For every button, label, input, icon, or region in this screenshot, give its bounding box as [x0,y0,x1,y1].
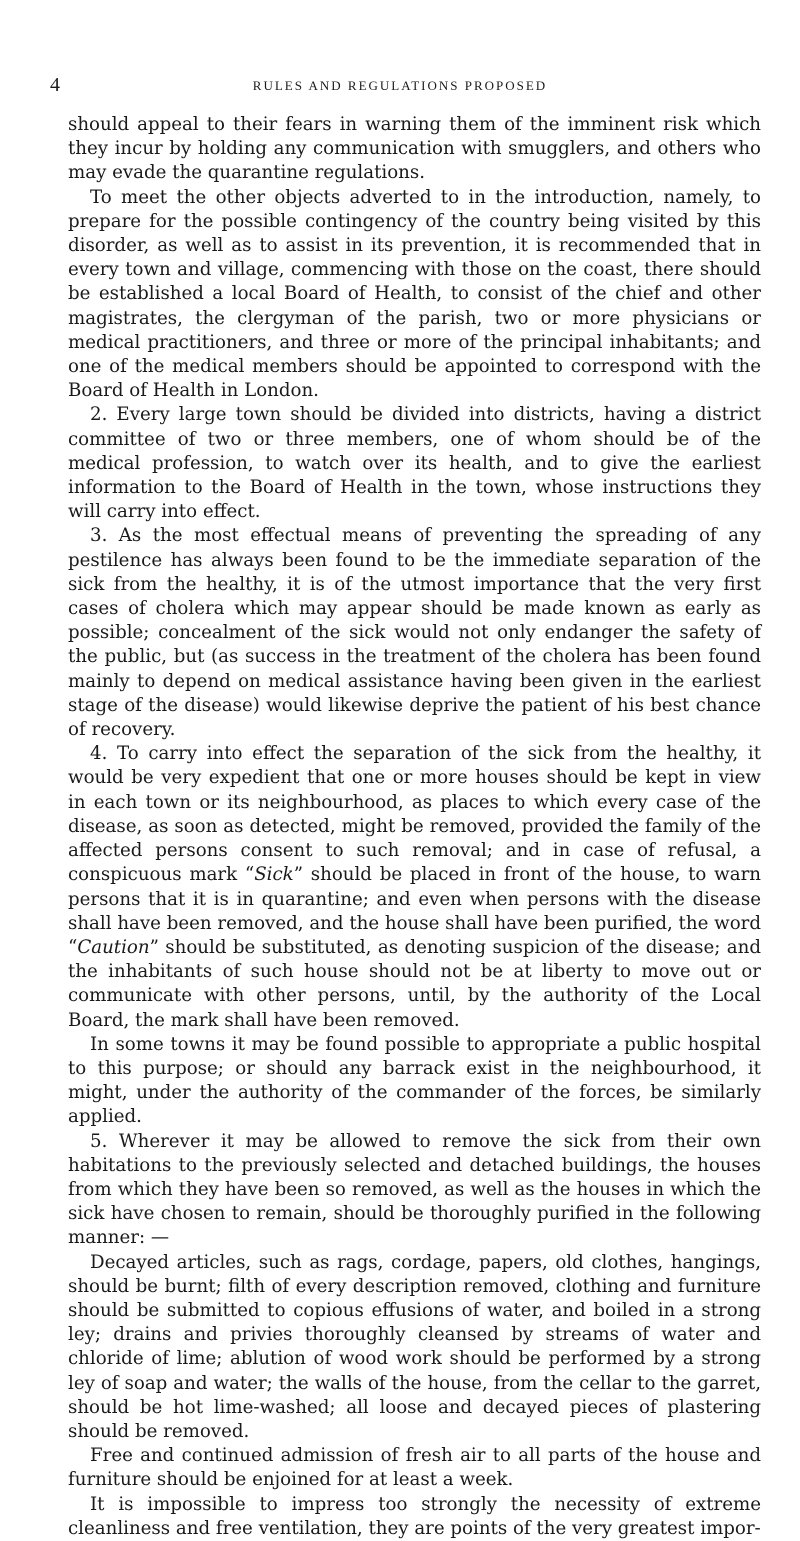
page-number: 4 [50,74,60,96]
paragraph-rule-5: 5. Wherever it may be allowed to remove the sick from their own habitations to the previously selected and detached buildings, the houses from which they have been so removed, as well as the houses in which the sick have chosen to remain, should be thoroughly purified in the following manner: — [68,1130,761,1249]
paragraph-rule-4 [68,742,761,1032]
rule-4-text-a: 4. To carry into effect the separation of the sick from the healthy, it would be very expedient that one or more houses should be kept in view in each town or its neighbourhood, as places to which every case of the disease, as soon as detected, might be removed, provided the family of the affected persons consent to such removal; and in case of refusal, a conspicuous mark “ [68,743,761,886]
running-head: RULES AND REGULATIONS PROPOSED [252,78,548,93]
paragraph-rule-2: 2. Every large town should be divided into districts, having a district committee of two or three members, one of whom should be of the medical profession, to watch over its health, and to give the earliest information to the Board of Health in the town, whose instructions they will carry into effect. [68,404,761,523]
sick-mark: Sick [254,864,294,886]
page-body [68,113,761,1541]
caution-mark: Caution [77,936,150,958]
rule-4-text-c: ” should be substituted, as denoting suspicion of the disease; and the inhabitants of such house should not be at liberty to move out or communicate with other persons, until, by the authority of the Local Board, the mark shall have been removed. [68,936,761,1031]
paragraph-local-board: To meet the other objects adverted to in the introduction, namely, to prepare for the possible contingency of the country being visited by this disorder, as well as to assist in its prevention, it is recommended that in every town and village, commencing with those on the coast, there should be established a local Board of Health, to consist of the chief and other magistrates, the clergyman of the parish, two or more physicians or medical practitioners, and three or more of the principal inhabitants; and one of the medical members should be appointed to correspond with the Board of Health in London. [68,186,761,402]
paragraph-decayed-articles: Decayed articles, such as rags, cordage, papers, old clothes, hangings, should be burnt; filth of every description removed, clothing and furniture should be submitted to copious effusions of water, and boiled in a strong ley; drains and privies thoroughly cleansed by streams of water and chloride of lime; ablution of wood work should be performed by a strong ley of soap and water; the walls of the house, from the cellar to the garret, should be hot lime-washed; all loose and decayed pieces of plastering should be removed. [68,1251,761,1442]
paragraph-rule-3: 3. As the most effectual means of preventing the spreading of any pestilence has always been found to be the immediate separation of the sick from the healthy, it is of the utmost importance that the very first cases of cholera which may appear should be made known as early as possible; concealment of the sick would not only endanger the safety of the public, but (as success in the treatment of the cholera has been found mainly to depend on medical assistance having been given in the earliest stage of the disease) would likewise deprive the patient of his best chance of recovery. [68,525,761,741]
paragraph-hospital: In some towns it may be found possible to appropriate a public hospital to this purpose; or should any barrack exist in the neighbourhood, it might, under the authority of the commander of the forces, be similarly applied. [68,1033,761,1128]
paragraph-cleanliness: It is impossible to impress too strongly the necessity of extreme cleanliness and free ventilation, they are points of the very greatest impor- [68,1493,761,1539]
rule-4-text-b: ” should be placed in front of the house, to warn persons that it is in quarantine; and even when persons with the disease shall have been removed, and the house shall have been purified, the word “ [68,864,761,958]
paragraph-fresh-air: Free and continued admission of fresh air to all parts of the house and furniture should be enjoined for at least a week. [68,1445,761,1491]
paragraph-continuation: should appeal to their fears in warning them of the imminent risk which they incur by holding any communication with smugglers, and others who may evade the quarantine regulations. [68,114,761,184]
